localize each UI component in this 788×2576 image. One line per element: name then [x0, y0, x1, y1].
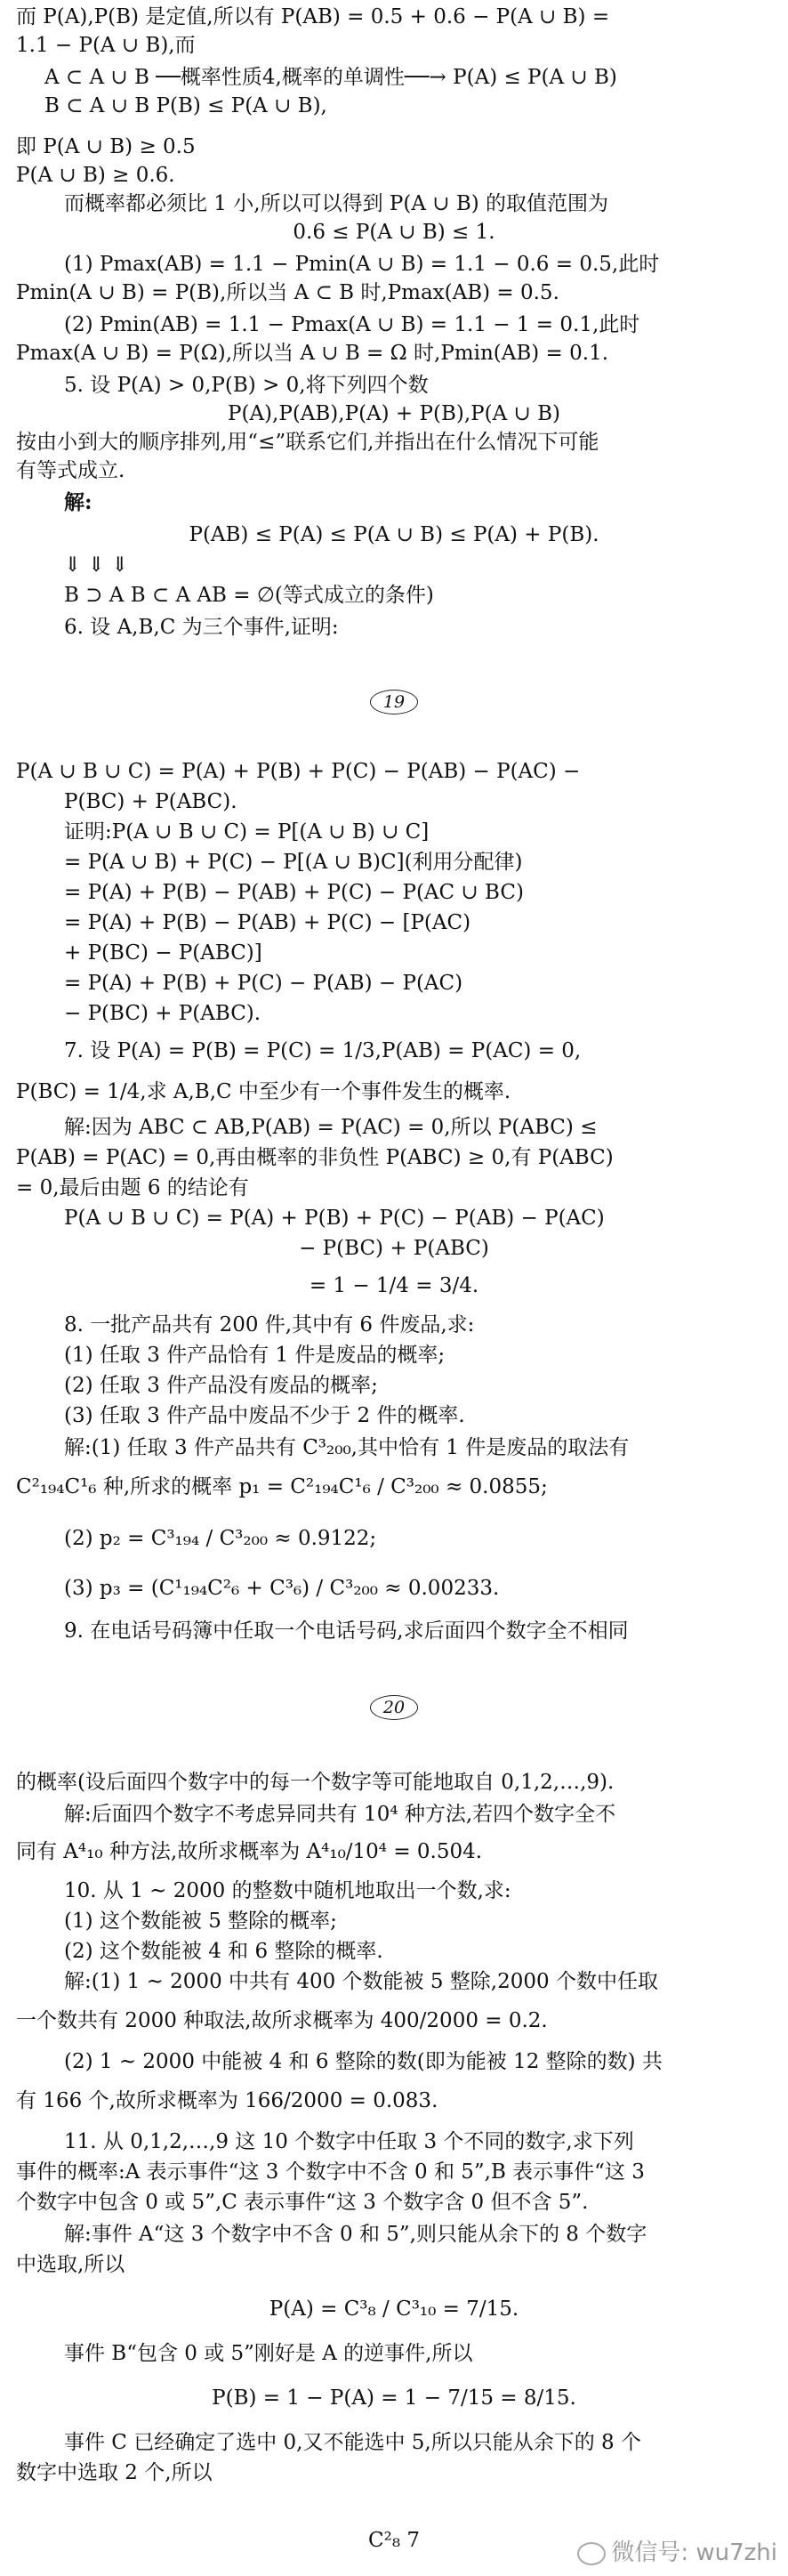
text-line: 9. 在电话号码簿中任取一个电话号码,求后面四个数字全不相同	[64, 1619, 629, 1643]
text-line: 6. 设 A,B,C 为三个事件,证明:	[64, 616, 339, 639]
text-line: 即 P(A ∪ B) ≥ 0.5	[16, 135, 196, 158]
wechat-icon	[577, 2542, 606, 2565]
text-line: = P(A ∪ B) + P(C) − P[(A ∪ B)C](利用分配律)	[64, 851, 523, 874]
text-line: 解:(1) 1 ~ 2000 中共有 400 个数能被 5 整除,2000 个数中任取	[64, 1970, 658, 1993]
text-line: (2) Pmin(AB) = 1.1 − Pmax(A ∪ B) = 1.1 − 1 = 0.1,此时	[64, 313, 640, 336]
text-line: (2) 1 ~ 2000 中能被 4 和 6 整除的数(即为能被 12 整除的数) 共	[64, 2050, 663, 2073]
text-line: 7. 设 P(A) = P(B) = P(C) = 1/3,P(AB) = P(AC) = 0,	[64, 1039, 582, 1062]
text-line: (3) p₃ = (C¹₁₉₄C²₆ + C³₆) / C³₂₀₀ ≈ 0.00233.	[64, 1577, 500, 1600]
text-line: 同有 A⁴₁₀ 种方法,故所求概率为 A⁴₁₀/10⁴ = 0.504.	[16, 1840, 483, 1863]
text-line: P(BC) + P(ABC).	[64, 790, 237, 813]
text-line: 数字中选取 2 个,所以	[16, 2461, 213, 2484]
text-line: P(A),P(AB),P(A) + P(B),P(A ∪ B)	[228, 402, 560, 425]
text-line: − P(BC) + P(ABC)	[299, 1237, 489, 1260]
text-line: 证明:P(A ∪ B ∪ C) = P[(A ∪ B) ∪ C]	[64, 820, 430, 844]
text-line: = P(A) + P(B) − P(AB) + P(C) − P(AC ∪ BC)	[64, 881, 524, 904]
text-line: P(A ∪ B ∪ C) = P(A) + P(B) + P(C) − P(AB) − P(AC)	[64, 1207, 605, 1230]
text-line: P(BC) = 1/4,求 A,B,C 中至少有一个事件发生的概率.	[16, 1080, 511, 1103]
text-line: 1.1 − P(A ∪ B),而	[16, 34, 196, 57]
text-line: (2) 这个数能被 4 和 6 整除的概率.	[64, 1940, 383, 1963]
text-line: 0.6 ≤ P(A ∪ B) ≤ 1.	[293, 221, 495, 244]
text-line: 8. 一批产品共有 200 件,其中有 6 件废品,求:	[64, 1313, 475, 1336]
text-line: 而概率都必须比 1 小,所以可以得到 P(A ∪ B) 的取值范围为	[64, 192, 609, 215]
text-line: 一个数共有 2000 种取法,故所求概率为 400/2000 = 0.2.	[16, 2009, 548, 2032]
text-line: 事件 C 已经确定了选中 0,又不能选中 5,所以只能从余下的 8 个	[64, 2431, 641, 2454]
text-line: ⇓ ⇓ ⇓	[64, 553, 129, 577]
text-line: P(B) = 1 − P(A) = 1 − 7/15 = 8/15.	[212, 2386, 576, 2410]
text-line: 解:(1) 任取 3 件产品共有 C³₂₀₀,其中恰有 1 件是废品的取法有	[64, 1436, 630, 1459]
watermark: 微信号: wu7zhi	[577, 2534, 777, 2567]
text-line: Pmin(A ∪ B) = P(B),所以当 A ⊂ B 时,Pmax(AB) = 0.5.	[16, 281, 559, 304]
text-line: P(A ∪ B) ≥ 0.6.	[16, 164, 175, 187]
text-line: = 0,最后由题 6 的结论有	[16, 1176, 249, 1199]
text-line: B ⊃ A B ⊂ A AB = ∅(等式成立的条件)	[64, 584, 434, 607]
text-line: = P(A) + P(B) − P(AB) + P(C) − [P(AC)	[64, 911, 471, 934]
text-line: (3) 任取 3 件产品中废品不少于 2 件的概率.	[64, 1404, 465, 1427]
text-line: 事件 B“包含 0 或 5”刚好是 A 的逆事件,所以	[64, 2342, 473, 2365]
page-number-label: 20	[370, 1695, 418, 1720]
text-line: 解:事件 A“这 3 个数字中不含 0 和 5”,则只能从余下的 8 个数字	[64, 2223, 647, 2246]
text-line: 解:后面四个数字不考虑异同共有 10⁴ 种方法,若四个数字全不	[64, 1803, 616, 1826]
text-line: 个数字中包含 0 或 5”,C 表示事件“这 3 个数字含 0 但不含 5”.	[16, 2191, 589, 2214]
text-line: = 1 − 1/4 = 3/4.	[309, 1274, 479, 1297]
text-line: P(A ∪ B ∪ C) = P(A) + P(B) + P(C) − P(AB) − P(AC) −	[16, 760, 581, 783]
page-number	[0, 690, 788, 715]
text-line: = P(A) + P(B) + P(C) − P(AB) − P(AC)	[64, 972, 463, 995]
text-line: 有等式成立.	[16, 459, 125, 482]
text-line: + P(BC) − P(ABC)]	[64, 941, 262, 965]
text-line: (1) Pmax(AB) = 1.1 − Pmin(A ∪ B) = 1.1 − 0.6 = 0.5,此时	[64, 253, 660, 276]
text-line: 5. 设 P(A) > 0,P(B) > 0,将下列四个数	[64, 374, 429, 397]
text-line: P(AB) ≤ P(A) ≤ P(A ∪ B) ≤ P(A) + P(B).	[189, 523, 599, 546]
text-line: P(A) = C³₈ / C³₁₀ = 7/15.	[269, 2297, 519, 2321]
text-line: (2) 任取 3 件产品没有废品的概率;	[64, 1374, 378, 1397]
text-line: A ⊂ A ∪ B ──概率性质4,概率的单调性──→ P(A) ≤ P(A ∪ B)	[44, 66, 617, 89]
text-line: C²₈ 7	[368, 2529, 420, 2552]
text-line: 解:	[64, 490, 92, 514]
page-number-label: 19	[370, 690, 418, 715]
page-number	[0, 1695, 788, 1720]
text-line: 10. 从 1 ~ 2000 的整数中随机地取出一个数,求:	[64, 1879, 511, 1902]
text-line: 而 P(A),P(B) 是定值,所以有 P(AB) = 0.5 + 0.6 − P(A ∪ B) =	[16, 5, 610, 28]
text-line: P(AB) = P(AC) = 0,再由概率的非负性 P(ABC) ≥ 0,有 P(ABC)	[16, 1146, 614, 1169]
text-line: (1) 任取 3 件产品恰有 1 件是废品的概率;	[64, 1344, 446, 1367]
text-line: 的概率(设后面四个数字中的每一个数字等可能地取自 0,1,2,…,9).	[16, 1771, 615, 1794]
text-line: C²₁₉₄C¹₆ 种,所求的概率 p₁ = C²₁₉₄C¹₆ / C³₂₀₀ ≈ 0.0855;	[16, 1475, 548, 1498]
text-line: (1) 这个数能被 5 整除的概率;	[64, 1910, 337, 1933]
text-line: B ⊂ A ∪ B P(B) ≤ P(A ∪ B),	[44, 94, 327, 117]
text-line: Pmax(A ∪ B) = P(Ω),所以当 A ∪ B = Ω 时,Pmin(AB) = 0.1.	[16, 342, 609, 365]
text-line: 按由小到大的顺序排列,用“≤”联系它们,并指出在什么情况下可能	[16, 431, 599, 454]
text-line: 事件的概率:A 表示事件“这 3 个数字中不含 0 和 5”,B 表示事件“这 3	[16, 2160, 645, 2184]
text-line: 解:因为 ABC ⊂ AB,P(AB) = P(AC) = 0,所以 P(ABC) ≤	[64, 1116, 598, 1139]
text-line: 中选取,所以	[16, 2253, 125, 2276]
text-line: (2) p₂ = C³₁₉₄ / C³₂₀₀ ≈ 0.9122;	[64, 1527, 377, 1550]
text-line: 11. 从 0,1,2,…,9 这 10 个数字中任取 3 个不同的数字,求下列	[64, 2130, 634, 2153]
text-line: 有 166 个,故所求概率为 166/2000 = 0.083.	[16, 2089, 438, 2112]
text-line: − P(BC) + P(ABC).	[64, 1002, 261, 1025]
